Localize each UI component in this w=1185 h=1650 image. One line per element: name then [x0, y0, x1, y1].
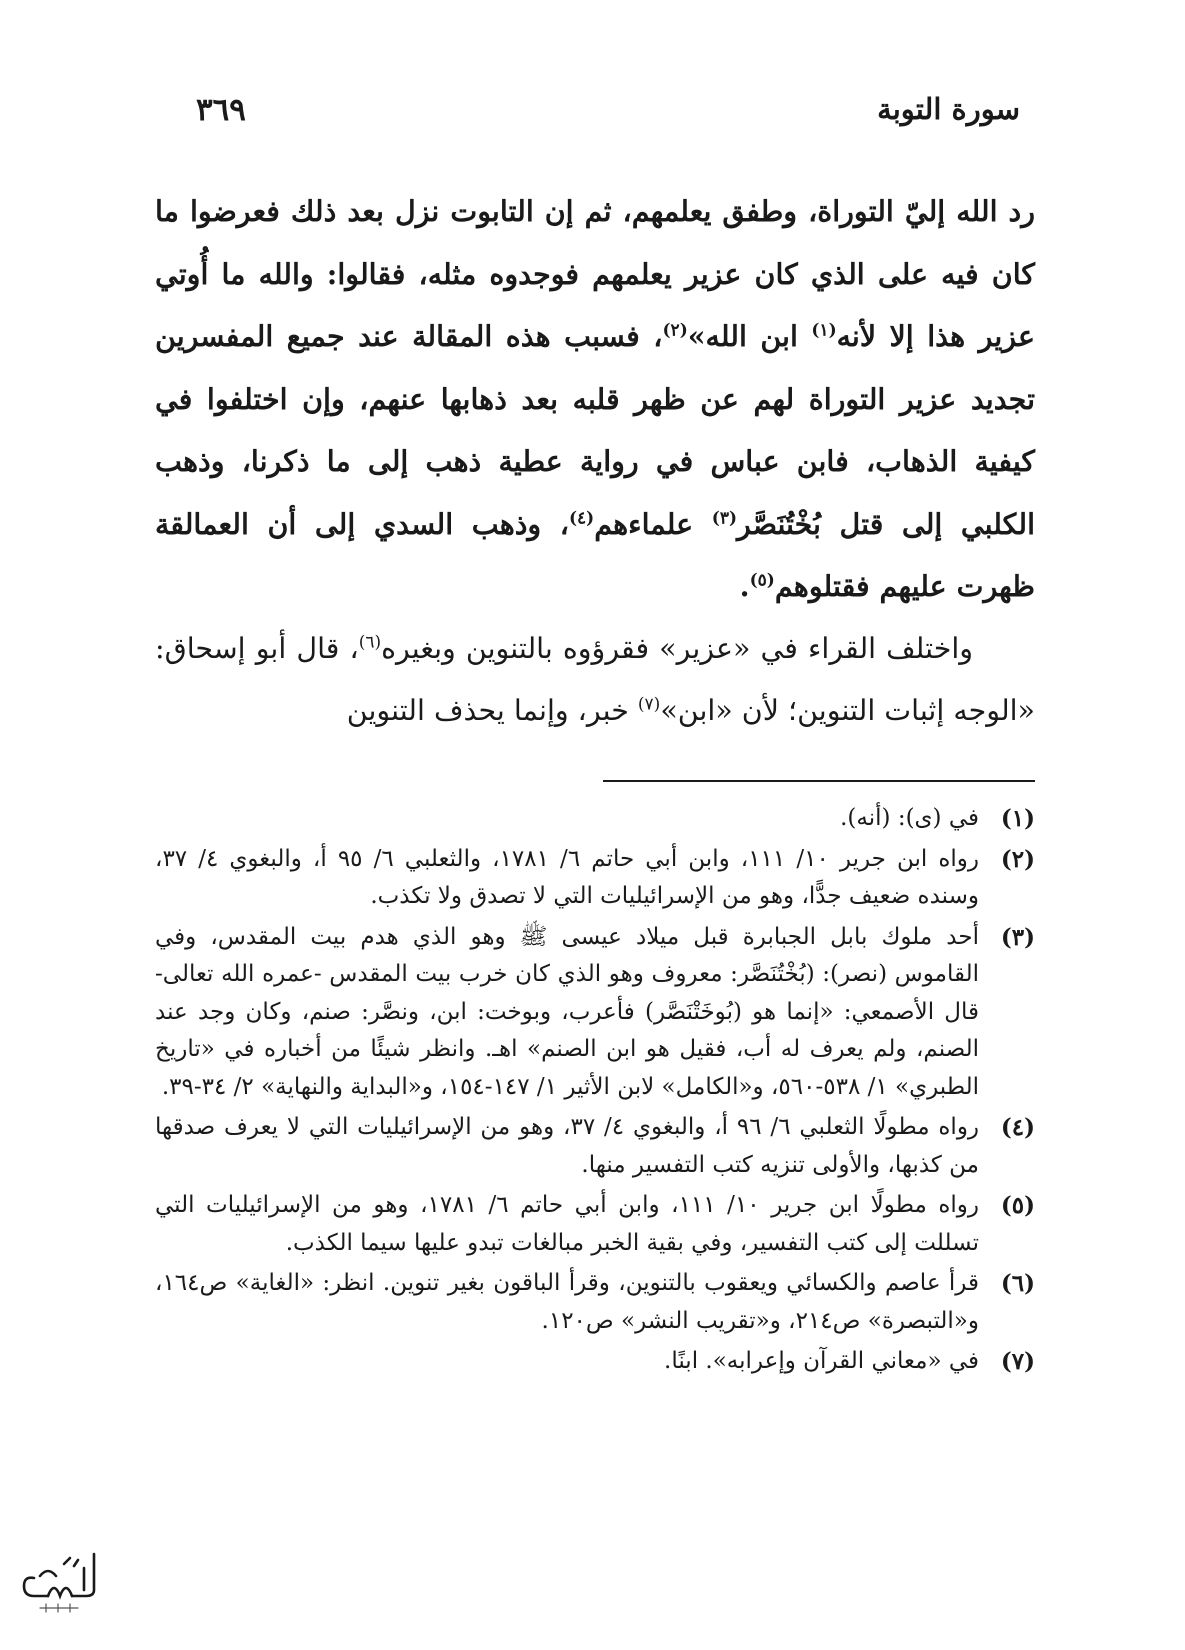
- surah-title: سورة التوبة: [877, 92, 1020, 126]
- footnote-text: في (ى): (أنه).: [840, 805, 979, 831]
- page-header: [160, 92, 1020, 142]
- footnote-7: [155, 1343, 1035, 1381]
- footnote-number: (٥): [1000, 1192, 1035, 1219]
- footnote-text: أحد ملوك بابل الجبابرة قبل ميلاد عيسى ﷺ وهو الذي هدم بيت المقدس، وفي القاموس (نصر): (بُخْتُنَصَّر: معروف وهو الذي كان خرب بيت المقدس -عمره الله تعالى- قال الأصمعي: «إنما هو (بُوخَتْنَصَّر) فأعرب، وبوخت: ابن، ونصَّر: صنم، وكان وجد عند الصنم، ولم يعرف له أب، فقيل هو ابن الصنم» اهـ. وانظر شيئًا من أخباره في «تاريخ الطبري» ١/ ٥٣٨-٥٦٠، و«الكامل» لابن الأثير ١/ ١٤٧-١٥٤، و«البداية والنهاية» ٢/ ٣٤-٣٩.: [155, 923, 979, 1100]
- footnote-ref-3[interactable]: (٣): [711, 508, 737, 528]
- footnote-text: قرأ عاصم والكسائي ويعقوب بالتنوين، وقرأ الباقون بغير تنوين. انظر: «الغاية» ص١٦٤، و«التبصرة» ص٢١٤، و«تقريب النشر» ص١٢٠.: [155, 1270, 979, 1334]
- text-run: رد الله إليّ التوراة، وطفق يعلمهم، ثم إن التابوت نزل بعد ذلك فعرضوا ما: [155, 194, 1035, 228]
- text-run: خبر، وإنما يحذف التنوين: [346, 694, 638, 727]
- footnote-4: [155, 1109, 1035, 1184]
- footnote-1: [155, 800, 1035, 838]
- footnote-5: [155, 1187, 1035, 1262]
- footnote-number: (٤): [1000, 1114, 1035, 1141]
- page-number: ٣٦٩: [196, 92, 246, 128]
- text-run: ، وذهب السدي إلى أن العمالقة ظهرت عليهم فقتلوهم: [155, 506, 1035, 603]
- footnote-number: (١): [1000, 805, 1035, 832]
- footnote-text: رواه مطولًا ابن جرير ١٠/ ١١١، وابن أبي حاتم ٦/ ١٧٨١، وهو من الإسرائيليات التي تسللت إلى كتب التفسير، وفي بقية الخبر مبالغات تبدو عليها سيما الكذب.: [155, 1192, 980, 1256]
- footnote-ref-7[interactable]: (٧): [637, 694, 661, 715]
- main-text: [155, 180, 1035, 743]
- text-run: ابن الله»: [687, 319, 812, 353]
- footnote-ref-2[interactable]: (٢): [662, 320, 688, 341]
- text-run: عزير هذا إلا لأنه: [836, 319, 1035, 353]
- footnotes: [155, 800, 1035, 1384]
- text-run: واختلف القراء في «عزير» فقرؤوه بالتنوين وبغيره: [381, 631, 974, 665]
- paragraph-1: [155, 180, 1035, 618]
- text-run: ، قال أبو إسحاق: «الوجه إثبات التنوين؛ لأن «ابن»: [155, 631, 1035, 727]
- text-run: ، فسبب هذه المقالة عند جميع المفسرين تجديد عزير التوراة لهم عن ظهر قلبه بعد ذهابها عنهم، وإن اختلفوا في كيفية الذهاب، فابن عباس في رواية عطية ذهب إلى ما ذكرنا، وذهب الكلبي إلى قتل بُخْتُنَصَّر: [155, 319, 1035, 541]
- footnote-number: (٦): [1000, 1270, 1035, 1297]
- footnote-ref-5[interactable]: (٥): [749, 570, 775, 591]
- footnote-text: في «معاني القرآن وإعرابه». ابنًا.: [664, 1348, 979, 1374]
- text-run: .: [739, 569, 750, 603]
- footnote-number: (٧): [1000, 1348, 1035, 1375]
- footnote-text: رواه مطولًا الثعلبي ٦/ ٩٦ أ، والبغوي ٤/ ٣٧، وهو من الإسرائيليات التي لا يعرف صدقها من كذبها، والأولى تنزيه كتب التفسير منها.: [155, 1114, 980, 1178]
- footnote-3: [155, 919, 1035, 1107]
- text-run: علماءهم: [594, 506, 712, 541]
- footnote-2: [155, 841, 1035, 916]
- paragraph-2: [155, 618, 1035, 743]
- footnote-ref-1[interactable]: (١): [811, 320, 837, 341]
- footnote-ref-4[interactable]: (٤): [568, 508, 595, 528]
- logo-subtext-mark: [40, 1604, 78, 1612]
- publisher-logo: [14, 1546, 102, 1620]
- footnote-ref-6[interactable]: (٦): [358, 632, 382, 652]
- footnote-number: (٣): [1000, 923, 1035, 951]
- footnote-number: (٢): [1000, 845, 1035, 873]
- footnote-divider: [603, 780, 1035, 782]
- footnote-6: [155, 1265, 1035, 1340]
- footnote-text: رواه ابن جرير ١٠/ ١١١، وابن أبي حاتم ٦/ ١٧٨١، والثعلبي ٦/ ٩٥ أ، والبغوي ٤/ ٣٧، وسنده ضعيف جدًّا، وهو من الإسرائيليات التي لا تصدق ولا تكذب.: [155, 845, 979, 909]
- calligraphy-mark: [24, 1554, 94, 1596]
- text-run: كان فيه على الذي كان عزير يعلمهم فوجدوه مثله، فقالوا: والله ما أُوتي: [155, 256, 1035, 291]
